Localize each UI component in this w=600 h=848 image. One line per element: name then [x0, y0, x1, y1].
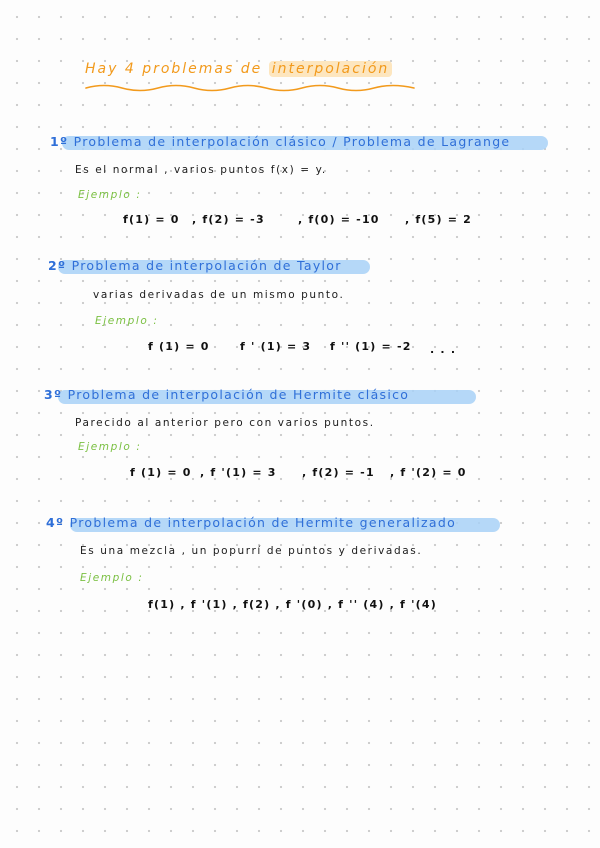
- title-underline: [84, 82, 424, 94]
- section-1-formula-3: , f(0) = -10: [298, 213, 380, 226]
- section-4-formula: f(1) , f '(1) , f(2) , f '(0) , f '' (4) , f '(4): [148, 598, 437, 611]
- section-4-heading: [46, 517, 456, 530]
- section-4-number: 4º: [46, 515, 65, 530]
- section-1-text: Es el normal , varios puntos f(x) = y.: [75, 164, 327, 176]
- section-1-formula-1: f(1) = 0: [123, 213, 180, 226]
- section-1-formula-4: , f(5) = 2: [405, 213, 473, 226]
- title-highlight: interpolación: [269, 61, 393, 77]
- section-3-formula-3: , f(2) = -1: [302, 466, 375, 479]
- section-3-text: Parecido al anterior pero con varios puntos.: [75, 417, 375, 429]
- section-3-heading: [44, 389, 409, 402]
- section-2-formula-1: f (1) = 0: [148, 340, 210, 353]
- section-2-heading: [48, 260, 342, 273]
- section-4-text: Es una mezcla , un popurrí de puntos y derivadas.: [80, 545, 423, 557]
- section-1-number: 1º: [50, 134, 69, 149]
- section-3-formula-1: f (1) = 0: [130, 466, 192, 479]
- section-1-formula-2: , f(2) = -3: [192, 213, 265, 226]
- section-4-title: Problema de interpolación de Hermite generalizado: [69, 515, 457, 530]
- page-title: [85, 62, 392, 76]
- section-2-example-label: Ejemplo :: [95, 315, 159, 327]
- section-2-formula-2: f ' (1) = 3: [240, 340, 312, 353]
- title-prefix: Hay 4 problemas de: [85, 61, 263, 77]
- section-2-formula-4: . . .: [430, 343, 457, 356]
- section-2-number: 2º: [48, 258, 67, 273]
- section-4-example-label: Ejemplo :: [80, 572, 144, 584]
- section-1-example-label: Ejemplo :: [78, 189, 142, 201]
- section-3-number: 3º: [44, 387, 63, 402]
- section-3-title: Problema de interpolación de Hermite clásico: [67, 387, 410, 402]
- section-3-example-label: Ejemplo :: [78, 441, 142, 453]
- section-3-formula-4: , f '(2) = 0: [390, 466, 467, 479]
- section-3-formula-2: , f '(1) = 3: [200, 466, 277, 479]
- section-1-heading: [50, 136, 510, 149]
- section-2-formula-3: f '' (1) = -2: [330, 340, 412, 353]
- section-2-text: varias derivadas de un mismo punto.: [93, 289, 345, 301]
- section-2-title: Problema de interpolación de Taylor: [71, 258, 342, 273]
- section-1-title: Problema de interpolación clásico / Problema de Lagrange: [73, 134, 511, 149]
